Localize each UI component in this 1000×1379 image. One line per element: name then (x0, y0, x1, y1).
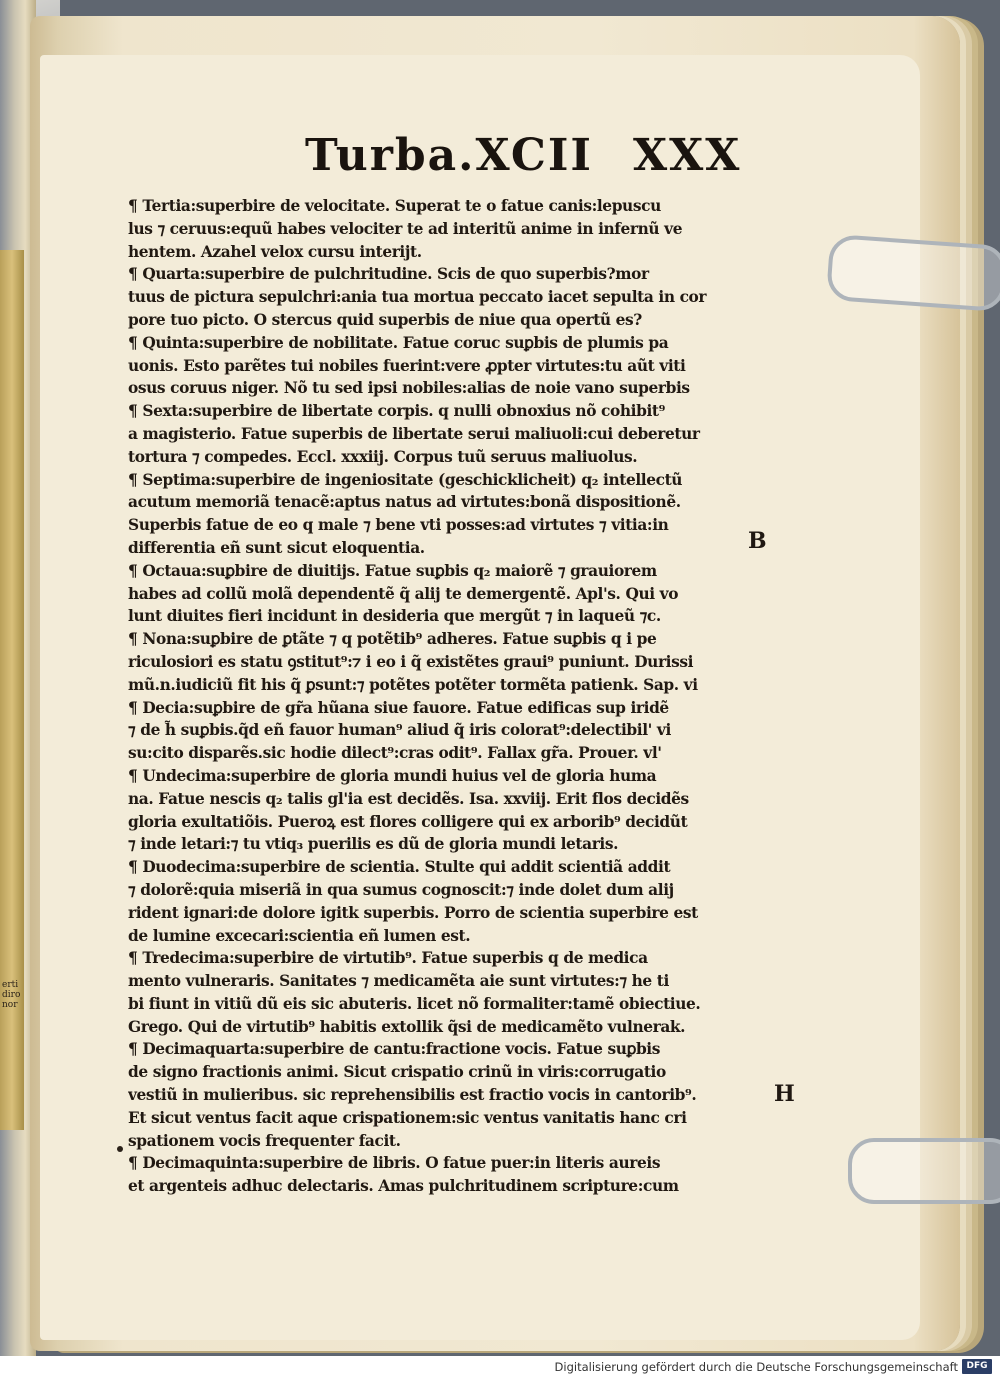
text-column (128, 195, 768, 1198)
text-line: lunt diuites fieri incidunt in desideria que mergũt ⁊ in laqueũ ⁊c. (128, 607, 661, 626)
footer-bar (0, 1356, 1000, 1379)
text-line: ⁊ de h̃ suꝑbis.q̃d eñ fauor human⁹ aliud q̃ iris colorat⁹:delectibil' vi (128, 721, 671, 740)
text-line: Et sicut ventus facit aque crispationem:sic ventus vanitatis hanc cri (128, 1108, 687, 1127)
text-line: ¶ Septima:superbire de ingeniositate (geschicklicheit) q₂ intellectũ (128, 470, 683, 489)
text-line: ¶ Duodecima:superbire de scientia. Stulte qui addit scientiã addit (128, 858, 671, 877)
text-line: su:cito disparẽs.sic hodie dilect⁹:cras odit⁹. Fallax gr̃a. Prouer. vl' (128, 744, 662, 763)
text-line: Grego. Qui de virtutib⁹ habitis extollik q̃si de medicamẽto vulnerak. (128, 1017, 686, 1036)
text-line: hentem. Azahel velox cursu interijt. (128, 242, 422, 261)
text-line: mento vulneraris. Sanitates ⁊ medicamẽta aie sunt virtutes:⁊ he ti (128, 972, 669, 991)
text-line: ¶ Undecima:superbire de gloria mundi huius vel de gloria huma (128, 766, 657, 785)
text-line: tuus de pictura sepulchri:ania tua mortua peccato iacet sepulta in cor (128, 288, 707, 307)
text-line: spationem vocis frequenter facit. (128, 1131, 401, 1150)
page-clip-bottom (848, 1138, 1000, 1204)
text-line: ¶ Octaua:suꝑbire de diuitijs. Fatue suꝑbis q₂ maiorẽ ⁊ grauiorem (128, 561, 657, 580)
text-line: de signo fractionis animi. Sicut crispatio crinũ in viris:corrugatio (128, 1063, 666, 1082)
text-line: ⁊ inde letari:⁊ tu vtiq₃ puerilis es dũ de gloria mundi letaris. (128, 835, 619, 854)
text-line: acutum memoriã tenacẽ:aptus natus ad virtutes:bonã dispositionẽ. (128, 493, 681, 512)
funding-credit: Digitalisierung gefördert durch die Deutsche Forschungsgemeinschaft (554, 1360, 958, 1374)
text-line: gloria exultatiõis. Pueroꝝ est flores colligere qui ex arborib⁹ decidũt (128, 812, 688, 831)
ink-dot (117, 1146, 123, 1152)
text-line: ¶ Sexta:superbire de libertate corpis. q nulli obnoxius nõ cohibit⁹ (128, 402, 665, 421)
facing-page-fragment: erti diro nor (2, 980, 21, 1010)
dfg-logo: DFG (962, 1359, 992, 1374)
text-line: ¶ Tertia:superbire de velocitate. Superat te o fatue canis:lepuscu (128, 197, 661, 215)
text-line: differentia eñ sunt sicut eloquentia. (128, 538, 425, 557)
text-line: ¶ Nona:suꝑbire de ꝑtãte ⁊ q potẽtib⁹ adheres. Fatue suꝑbis q i pe (128, 630, 657, 649)
page-clip-top (826, 234, 1000, 312)
text-line: riculosiori es statu ꝯstitut⁹:⁊ i eo i q̃ existẽtes graui⁹ puniunt. Durissi (128, 652, 694, 671)
running-head (305, 130, 745, 190)
text-line: tortura ⁊ compedes. Eccl. xxxiij. Corpus tuũ seruus maliuolus. (128, 447, 638, 466)
folio-number: XXX (633, 130, 742, 181)
text-line: ⁊ dolorẽ:quia miseriã in qua sumus cognoscit:⁊ inde dolet dum alij (128, 880, 674, 899)
text-line: lus ⁊ ceruus:equũ habes velociter te ad interitũ anime in infernũ ve (128, 219, 683, 238)
text-line: habes ad collũ molã dependentẽ q̃ alij te demergentẽ. Apl's. Qui vo (128, 584, 679, 603)
text-line: rident ignari:de dolore igitk superbis. Porro de scientia superbire est (128, 903, 698, 922)
text-line: ¶ Quinta:superbire de nobilitate. Fatue coruc suꝑbis de plumis pa (128, 333, 669, 352)
text-line: mũ.n.iudiciũ fit his q̃ ꝑsunt:⁊ potẽtes potẽter tormẽta patienk. Sap. vi (128, 675, 698, 694)
text-line: pore tuo picto. O stercus quid superbis de niue qua opertũ es? (128, 310, 642, 329)
text-line: uonis. Esto parẽtes tui nobiles fuerint:vere ꝓpter virtutes:tu aũt viti (128, 356, 686, 375)
text-line: Superbis fatue de eo q male ⁊ bene vti posses:ad virtutes ⁊ vitia:in (128, 516, 669, 535)
text-line: et argenteis adhuc delectaris. Amas pulchritudinem scripture:cum (128, 1177, 679, 1196)
facing-page-edge (0, 250, 24, 1130)
text-line: de lumine excecari:scientia eñ lumen est. (128, 926, 471, 945)
text-line: bi fiunt in vitiũ dũ eis sic abuteris. licet nõ formaliter:tamẽ obiectiue. (128, 994, 701, 1013)
marginal-letter-b: B (748, 528, 767, 554)
text-line: vestiũ in mulieribus. sic reprehensibilis est fractio vocis in cantorib⁹. (128, 1086, 697, 1105)
text-line: na. Fatue nescis q₂ talis gl'ia est decidẽs. Isa. xxviij. Erit flos decidẽs (128, 789, 689, 808)
text-line: ¶ Decimaquarta:superbire de cantu:fractione vocis. Fatue suꝑbis (128, 1040, 661, 1059)
text-line: ¶ Tredecima:superbire de virtutib⁹. Fatue superbis q de medica (128, 949, 648, 968)
text-line: a magisterio. Fatue superbis de libertate serui maliuoli:cui deberetur (128, 424, 700, 443)
text-line: ¶ Decia:suꝑbire de gr̃a hũana siue fauore. Fatue edificas sup iridẽ (128, 698, 669, 717)
text-line: ¶ Decimaquinta:superbire de libris. O fatue puer:in literis aureis (128, 1154, 661, 1173)
marginal-letter-h: H (774, 1081, 795, 1107)
text-line: ¶ Quarta:superbire de pulchritudine. Scis de quo superbis?mor (128, 265, 649, 284)
text-line: osus coruus niger. Nõ tu sed ipsi nobiles:alias de noie vano superbis (128, 379, 690, 398)
running-title: Turba.XCII (305, 130, 594, 181)
